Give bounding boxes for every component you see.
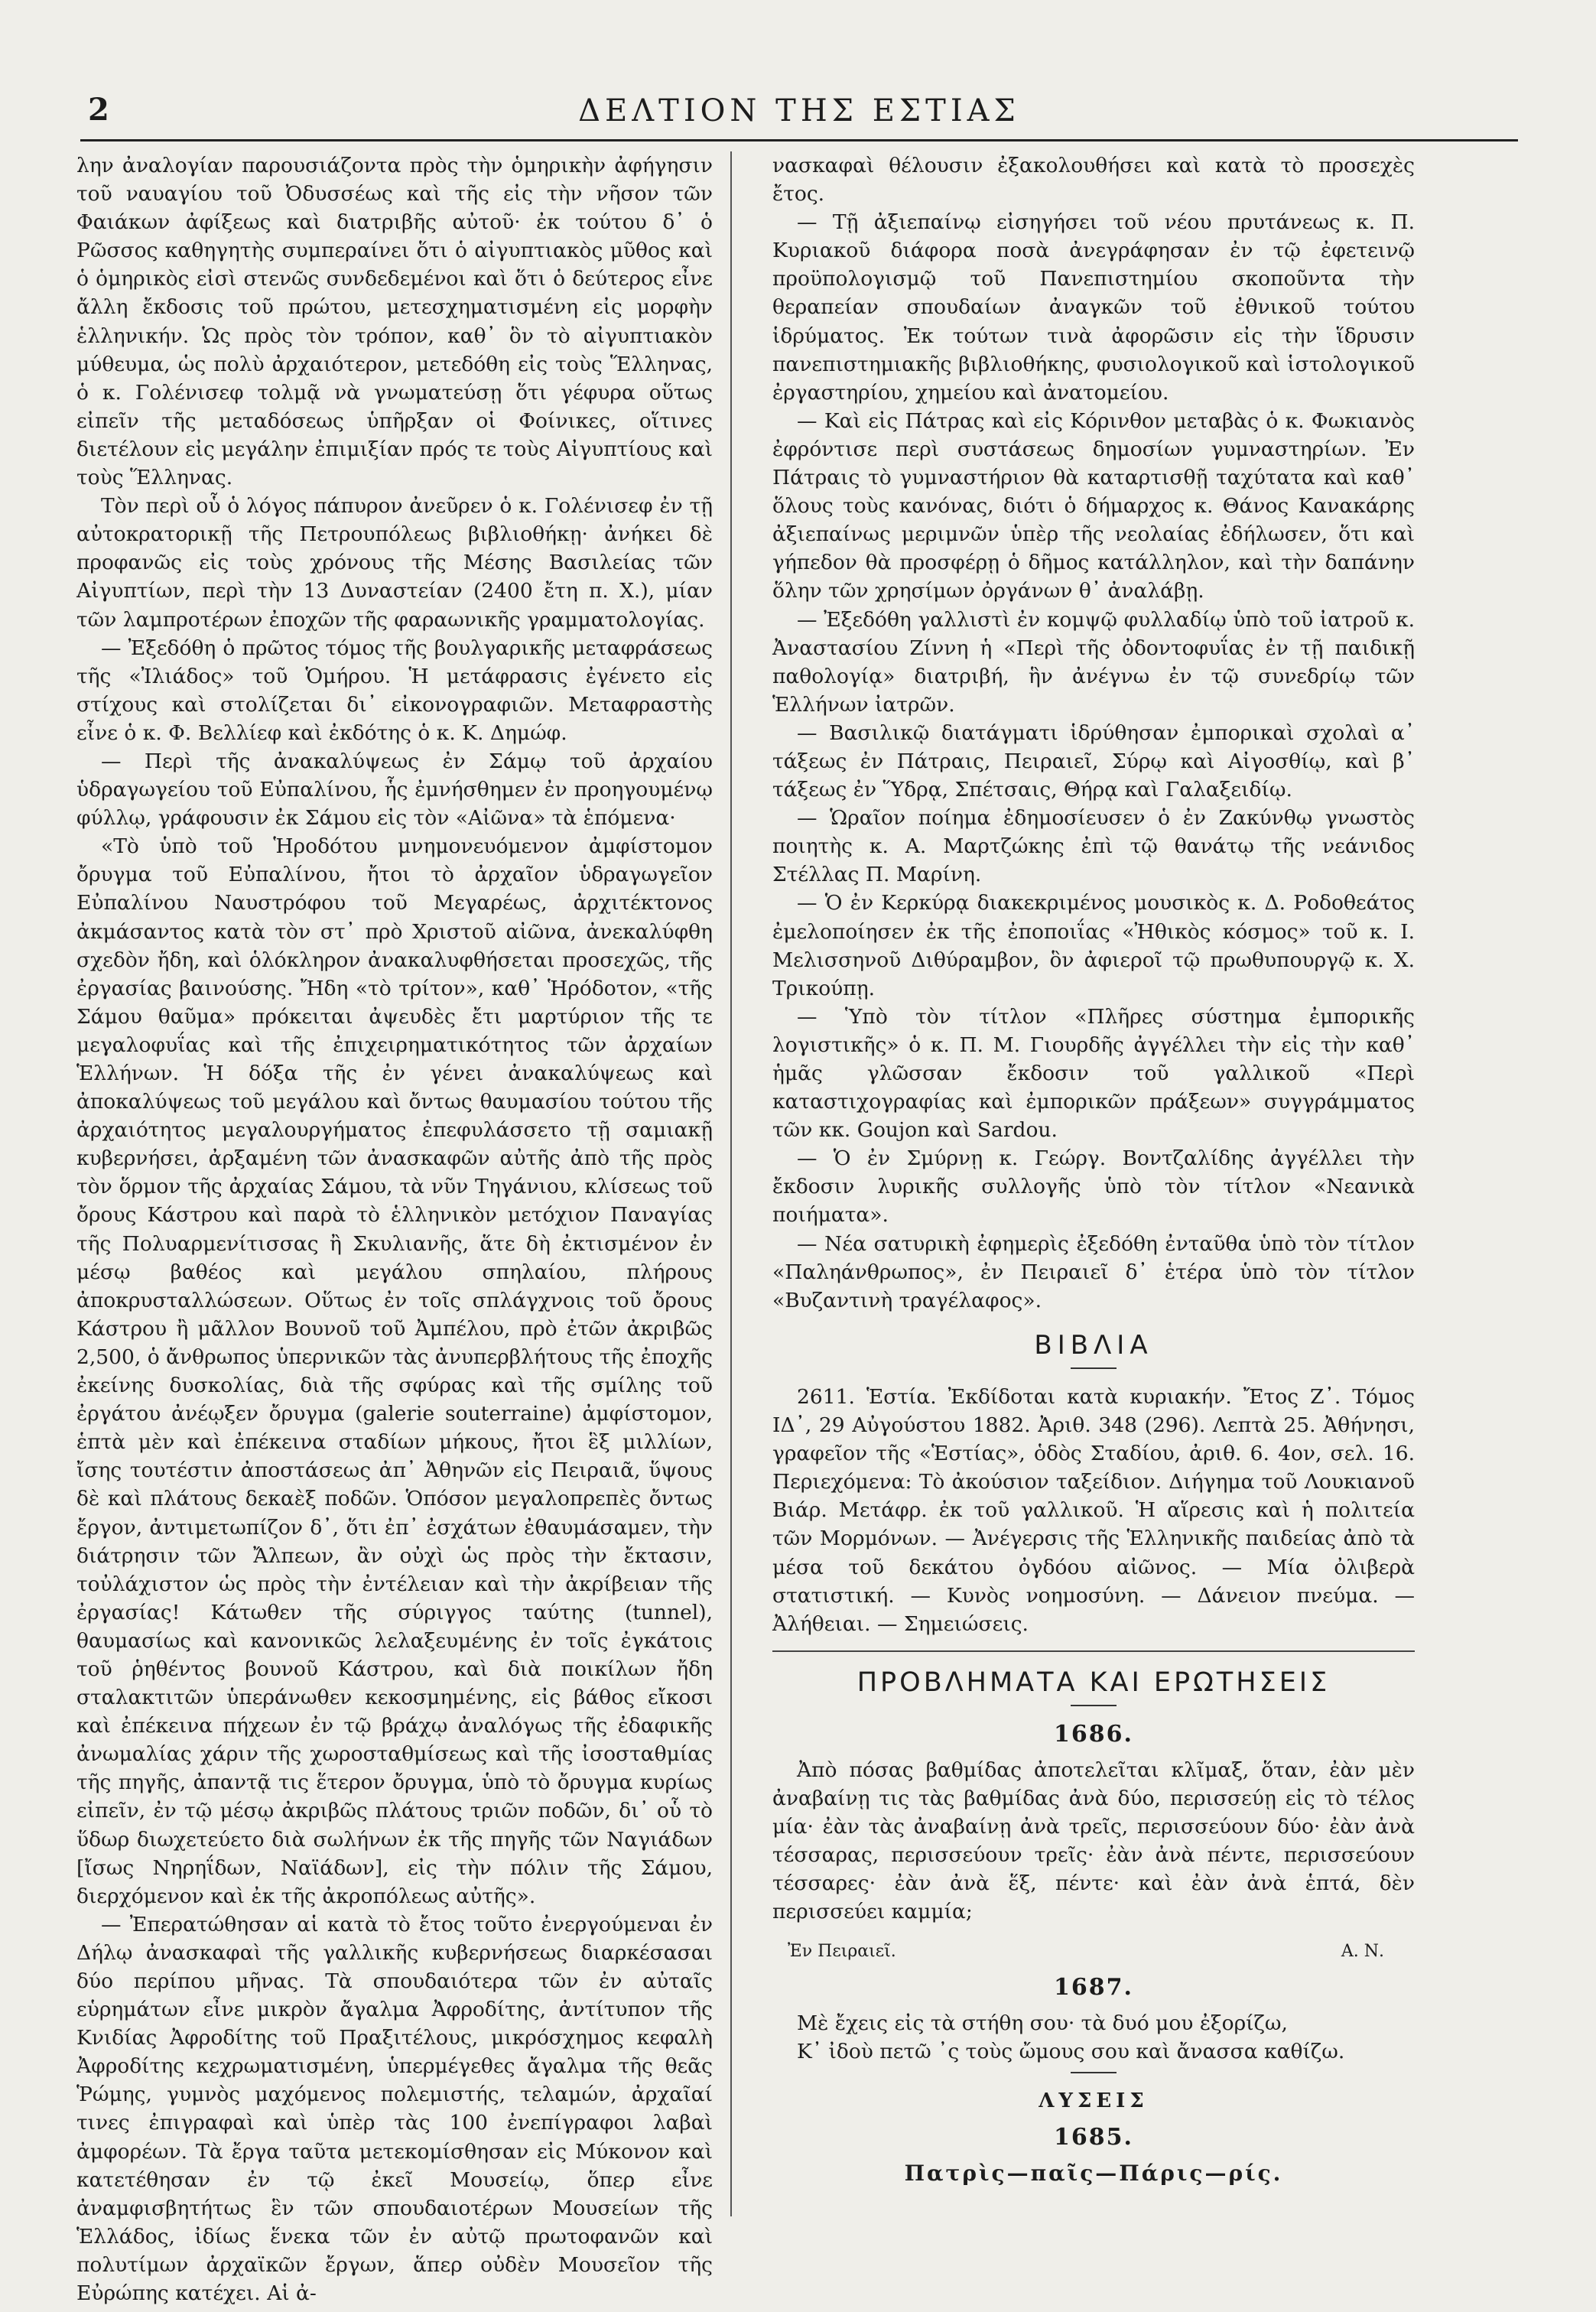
paragraph: — Βασιλικῷ διατάγματι ἱδρύθησαν ἐμπορικαὶ σχολαὶ α᾽ τάξεως ἐν Πάτραις, Πειραιεῖ, Σύρῳ καὶ Αἰγοσθίῳ, καὶ β᾽ τάξεως ἐν Ὕδρᾳ, Σπέτσαις, Θήρᾳ καὶ Γαλαξειδίῳ. <box>772 720 1415 802</box>
page-header <box>80 92 1518 138</box>
problem-signature <box>788 1937 1384 1966</box>
section-rule <box>772 1650 1415 1652</box>
problem-initials: Α. Ν. <box>1341 1941 1384 1961</box>
paragraph: νασκαφαὶ θέλουσιν ἐξακολουθήσει καὶ κατὰ τὸ προσεχὲς ἔτος. <box>772 154 1415 206</box>
solutions-heading: ΛΥΣΕΙΣ <box>1039 2089 1149 2112</box>
problem-text: Ἀπὸ πόσας βαθμίδας ἀποτελεῖται κλῖμαξ, ὅταν, ἐὰν μὲν ἀναβαίνῃ τις τὰς βαθμίδας ἀνὰ δύο, περισσεύῃ εἰς τὸ τέλος μία· ἐὰν τὰς ἀναβαίνῃ ἀνὰ τρεῖς, περισσεύουν δύο· ἐὰν ἀνὰ τέσσαρας, περισσεύουν τρεῖς· ἐὰν ἀνὰ πέντε, περισσεύουν τέσσαρες· ἐὰν ἀνὰ ἕξ, πέντε· καὶ ἐὰν ἀνὰ ἑπτά, δὲν περισσεύει καμμία; <box>772 1758 1415 1924</box>
paragraph: — Τῇ ἀξιεπαίνῳ εἰσηγήσει τοῦ νέου πρυτάνεως κ. Π. Κυριακοῦ διάφορα ποσὰ ἀνεγράφησαν ἐν τῷ ἐφετεινῷ προϋπολογισμῷ τοῦ Πανεπιστημίου σκοποῦντα τὴν θεραπείαν σπουδαίων ἀναγκῶν τοῦ ἐθνικοῦ τούτου ἱδρύματος. Ἐκ τούτων τινὰ ἀφορῶσιν εἰς τὴν ἵδρυσιν πανεπιστημιακῆς βιβλιοθήκης, φυσιολογικοῦ καὶ ἱστολογικοῦ ἐργαστηρίου, χημείου καὶ ἀνατομείου. <box>772 210 1415 405</box>
paragraph: — Ἐπερατώθησαν αἱ κατὰ τὸ ἔτος τοῦτο ἐνεργούμεναι ἐν Δήλῳ ἀνασκαφαὶ τῆς γαλλικῆς κυβερνήσεως διαρκέσασαι δύο περίπου μῆνας. Τὰ σπουδαιότερα τῶν ἐν αὐταῖς εὑρημάτων εἶνε μικρὸν ἄγαλμα Ἀφροδίτης, ἀντίτυπον τῆς Κνιδίας Ἀφροδίτης τοῦ Πραξιτέλους, μικρόσχημος κεφαλὴ Ἀφροδίτης κεχρωματισμένη, ὑπερμέγεθες ἄγαλμα τῆς θεᾶς Ῥώμης, γυμνὸς μαχόμενος πολεμιστής, τελαμών, ἀρχαῖαί τινες ἐπιγραφαὶ καὶ ὑπὲρ τὰς 100 ἐνεπίγραφοι λαβαὶ ἀμφορέων. Τὰ ἔργα ταῦτα μετεκομίσθησαν εἰς Μύκονον καὶ κατετέθησαν ἐν τῷ ἐκεῖ Μουσείῳ, ὅπερ εἶνε ἀναμφισβητήτως ἓν τῶν σπουδαιοτέρων Μουσείων τῆς Ἑλλάδος, ἰδίως ἕνεκα τῶν ἐν αὐτῷ πρωτοφανῶν καὶ πολυτίμων ἀρχαϊκῶν ἔργων, ἅπερ οὐδὲν Μουσεῖον τῆς Εὐρώπης κατέχει. Αἱ ἀ- <box>76 1912 713 2306</box>
right-column <box>772 151 1415 2266</box>
paragraph: — Ἐξεδόθη ὁ πρῶτος τόμος τῆς βουλγαρικῆς μεταφράσεως τῆς «Ἰλιάδος» τοῦ Ὁμήρου. Ἡ μετάφρασις ἐγένετο εἰς στίχους καὶ στολίζεται δι᾽ εἰκονογραφιῶν. Μεταφραστὴς εἶνε ὁ κ. Φ. Βελλίεφ καὶ ἐκδότης ὁ κ. Κ. Δημώφ. <box>76 636 713 745</box>
page-title: ΔΕΛΤΙΟΝ ΤΗΣ ΕΣΤΙΑΣ <box>578 93 1020 128</box>
problem-number: 1686. <box>1054 1720 1133 1748</box>
section-rule <box>1071 1367 1117 1369</box>
paragraph: λην ἀναλογίαν παρουσιάζοντα πρὸς τὴν ὁμηρικὴν ἀφήγησιν τοῦ ναυαγίου τοῦ Ὀδυσσέως καὶ τῆς εἰς τὴν νῆσον τῶν Φαιάκων ἀφίξεως καὶ διατριβῆς αὐτοῦ· ἐκ τούτου δ᾽ ὁ Ρῶσσος καθηγητὴς συμπεραίνει ὅτι ὁ αἰγυπτιακὸς μῦθος καὶ ὁ ὁμηρικὸς εἰσὶ στενῶς συνδεδεμένοι καὶ ὅτι ὁ δεύτερος εἶνε ἄλλη ἔκδοσις τοῦ πρώτου, μετεσχηματισμένη εἰς μορφὴν ἑλληνικήν. Ὡς πρὸς τὸν τρόπον, καθ᾽ ὃν τὸ αἰγυπτιακὸν μύθευμα, ὡς πολὺ ἀρχαιότερον, μετεδόθη εἰς τοὺς Ἕλληνας, ὁ κ. Γολένισεφ τολμᾷ νὰ γνωματεύσῃ ὅτι γέφυρα οὕτως εἰπεῖν τῆς μεταδόσεως ὑπῆρξαν οἱ Φοίνικες, οἵτινες διετέλουν εἰς μεγάλην ἐπιμιξίαν πρός τε τοὺς Αἰγυπτίους καὶ τοὺς Ἕλληνας. <box>76 154 713 490</box>
paragraph: Τὸν περὶ οὗ ὁ λόγος πάπυρον ἀνεῦρεν ὁ κ. Γολένισεφ ἐν τῇ αὐτοκρατορικῇ τῆς Πετρουπόλεως βιβλιοθήκῃ· ἀνήκει δὲ προφανῶς εἰς τοὺς χρόνους τῆς Μέσης Βασιλείας τῶν Αἰγυπτίων, περὶ τὴν 13 Δυναστείαν (2400 ἔτη π. Χ.), μίαν τῶν λαμπροτέρων ἐποχῶν τῆς φαραωνικῆς γραμματολογίας. <box>76 494 713 632</box>
problems-heading: ΠΡΟΒΛΗΜΑΤΑ ΚΑΙ ΕΡΩΤΗΣΕΙΣ <box>857 1667 1331 1698</box>
problem-place: Ἐν Πειραιεῖ. <box>788 1941 896 1961</box>
paragraph: — Καὶ εἰς Πάτρας καὶ εἰς Κόρινθον μεταβὰς ὁ κ. Φωκιανὸς ἐφρόντισε περὶ συστάσεως δημοσίων γυμναστηρίων. Ἐν Πάτραις τὸ γυμναστήριον θὰ καταρτισθῇ ταχύτατα καὶ καθ᾽ ὅλους τοὺς κανόνας, διότι ὁ δήμαρχος κ. Θάνος Κανακάρης ἀξιεπαίνως μεριμνῶν ὑπὲρ τῆς νεολαίας ἐδήλωσεν, ὅτι καὶ γήπεδον θὰ προσφέρῃ ὁ δῆμος κατάλληλον, καὶ τὴν δαπάνην ὅλην τῶν χρησίμων ὀργάνων θ᾽ ἀναλάβῃ. <box>772 408 1415 603</box>
paragraph: «Τὸ ὑπὸ τοῦ Ἡροδότου μνημονευόμενον ἀμφίστομον ὄρυγμα τοῦ Εὐπαλίνου, ἤτοι τὸ ἀρχαῖον ὑδραγωγεῖον Εὐπαλίνου Ναυστρόφου τοῦ Μεγαρέως, ἀρχιτέκτονος ἀκμάσαντος κατὰ τὸν στ᾽ πρὸ Χριστοῦ αἰῶνα, ἀνεκαλύφθη σχεδὸν ἤδη, καὶ ὁλόκληρον ἀνακαλυφθήσεται προσεχῶς, τῆς ἐργασίας βαινούσης. Ἤδη «τὸ τρίτον», καθ᾽ Ἡρόδοτον, «τῆς Σάμου θαῦμα» πρόκειται ἀψευδὲς ἔτι μαρτύριον τῆς τε μεγαλοφυΐας καὶ τῆς ἐπιχειρηματικότητος τῶν ἀρχαίων Ἑλλήνων. Ἡ δόξα τῆς ἐν γένει ἀνακαλύψεως καὶ ἀποκαλύψεως τοῦ μεγάλου καὶ ὄντως θαυμασίου τούτου τῆς ἀρχαιότητος μεγαλουργήματος ἐπεφυλάσσετο τῇ σαμιακῇ κυβερνήσει, ἀρξαμένη τῶν ἀνασκαφῶν αὐτῆς ἀπὸ τῆς πρὸς τὸν ὅρμον τῆς ἀρχαίας Σάμου, τὰ νῦν Τηγάνιου, κλίσεως τοῦ ὄρους Κάστρου καὶ παρὰ τὸ ἑλληνικὸν μετόχιον Παναγίας τῆς Πολυαρμενίτισσας ἢ Σκυλιανῆς, ἅτε δὴ ἐκτισμένον ἐν μέσῳ βαθέος καὶ μεγάλου σπηλαίου, πλήρους ἀποκρυσταλλώσεων. Οὕτως ἐν τοῖς σπλάγχνοις τοῦ ὄρους Κάστρου ἢ μᾶλλον Βουνοῦ τοῦ Ἀμπέλου, πρὸ ἐτῶν ἀκριβῶς 2,500, ὁ ἄνθρωπος ὑπερνικῶν τὰς ἀνυπερβλήτους τῆς ἐποχῆς ἐκείνης δυσκολίας, διὰ τῆς σφύρας καὶ τῆς σμίλης τοῦ ἐργάτου ἀνέῳξεν ὄρυγμα (galerie souterraine) ἀμφίστομον, ἑπτὰ μὲν καὶ ἐπέκεινα σταδίων μήκους, ἤτοι ἓξ μιλλίων, ἴσης τουτέστιν ἀποστάσεως ἀπ᾽ Ἀθηνῶν εἰς Πειραιᾶ, ὕψους δὲ καὶ πλάτους δεκαὲξ ποδῶν. Ὁπόσον μεγαλοπρεπὲς ὄντως ἔργον, ἀντιμετωπίζον δ᾽, ὅτι ἐπ᾽ ἐσχάτων ἐθαυμάσαμεν, τὴν διάτρησιν τῶν Ἄλπεων, ἂν οὐχὶ ὡς πρὸς τὴν ἔκτασιν, τοὐλάχιστον ὡς πρὸς τὴν ἐντέλειαν καὶ τὴν ἀκρίβειαν τῆς ἐργασίας! Κάτωθεν τῆς σύριγγος ταύτης (tunnel), θαυμασίως καὶ κανονικῶς λελαξευμένης ἐν τοῖς ἐγκάτοις τοῦ ῥηθέντος βουνοῦ Κάστρου, καὶ διὰ ποικίλων ἤδη σταλακτιτῶν ὑπεράνωθεν κεκοσμημένης, εἰς βάθος εἴκοσι καὶ ἐπέκεινα πήχεων ἐν τῷ βράχῳ ἀναλόγως τῆς ἐδαφικῆς ἀνωμαλίας χάριν τῆς χωροσταθμίσεως καὶ τῆς ἰσοσταθμίας τῆς πηγῆς, ἀπαντᾷ τις ἕτερον ὄρυγμα, ὑπὸ τὸ ὄρυγμα κυρίως εἰπεῖν, ἐν τῷ μέσῳ ἀκριβῶς πλάτους τριῶν ποδῶν, δι᾽ οὗ τὸ ὕδωρ διωχετεύετο διὰ σωλήνων ἐκ τῆς πηγῆς τῶν Ναγιάδων [ἴσως Νηρηΐδων, Ναϊάδων], εἰς τὴν πόλιν τῆς Σάμου, διερχόμενον καὶ ἐκ τῆς ἀκροπόλεως αὐτῆς». <box>76 834 713 1908</box>
solution-text: Πατρὶς—παῖς—Πάρις—ρίς. <box>904 2161 1283 2187</box>
paragraph: — Ὡραῖον ποίημα ἐδημοσίευσεν ὁ ἐν Ζακύνθῳ γνωστὸς ποιητὴς κ. Α. Μαρτζώκης ἐπὶ τῷ θανάτῳ τῆς νεάνιδος Στέλλας Π. Μαρίνη. <box>772 806 1415 887</box>
paragraph: — Ὁ ἐν Κερκύρᾳ διακεκριμένος μουσικὸς κ. Δ. Ροδοθεάτος ἐμελοποίησεν ἐκ τῆς ἐποποιΐας «Ἠθικὸς κόσμος» τοῦ κ. Ι. Μελισσηνοῦ Διθύραμβον, ὃν ἀφιεροῖ τῷ πρωθυπουργῷ κ. Χ. Τρικούπῃ. <box>772 891 1415 1000</box>
solution-number: 1685. <box>1054 2124 1133 2151</box>
biblia-entry: 2611. Ἑστία. Ἐκδίδοται κατὰ κυριακήν. Ἔτος Ζ᾽. Τόμος ΙΔ᾽, 29 Αὐγούστου 1882. Ἀριθ. 348 (296). Λεπτὰ 25. Ἀθήνησι, γραφεῖον τῆς «Ἑστίας», ὁδὸς Σταδίου, ἀριθ. 6. 4ον, σελ. 16. Περιεχόμενα: Τὸ ἀκούσιον ταξείδιον. Διήγημα τοῦ Λουκιανοῦ Βιάρ. Μετάφρ. ἐκ τοῦ γαλλικοῦ. Ἡ αἵρεσις καὶ ἡ πολιτεία τῶν Μορμόνων. — Ἀνέγερσις τῆς Ἑλληνικῆς παιδείας ἀπὸ τὰ μέσα τοῦ δεκάτου ὀγδόου αἰῶνος. — Μία ὀλιβερὰ στατιστική. — Κυνὸς νοημοσύνη. — Δάνειον πνεύμα. — Ἀλήθειαι. — Σημειώσεις. <box>772 1384 1415 1636</box>
header-rule <box>80 139 1518 141</box>
paragraph: — Ὁ ἐν Σμύρνῃ κ. Γεώργ. Βοντζαλίδης ἀγγέλλει τὴν ἔκδοσιν λυρικῆς συλλογῆς ὑπὸ τὸν τίτλον «Νεανικὰ ποιήματα». <box>772 1146 1415 1228</box>
paragraph: — Νέα σατυρικὴ ἐφημερὶς ἐξεδόθη ἐνταῦθα ὑπὸ τὸν τίτλον «Παληάνθρωπος», ἐν Πειραιεῖ δ᾽ ἑτέρα ὑπὸ τὸν τίτλον «Βυζαντινὴ τραγέλαφος». <box>772 1231 1415 1312</box>
paragraph: — Ἐξεδόθη γαλλιστὶ ἐν κομψῷ φυλλαδίῳ ὑπὸ τοῦ ἰατροῦ κ. Ἀναστασίου Ζίννη ἡ «Περὶ τῆς ὀδοντοφυΐας ἐν τῇ παιδικῇ παθολογίᾳ» διατριβή, ἣν ἀνέγνω ἐν τῷ συνεδρίῳ τῶν Ἑλλήνων ἰατρῶν. <box>772 607 1415 717</box>
section-rule <box>1071 2072 1117 2073</box>
problem-number: 1687. <box>1054 1973 1133 2001</box>
paragraph: — Ὑπὸ τὸν τίτλον «Πλῆρες σύστημα ἐμπορικῆς λογιστικῆς» ὁ κ. Π. Μ. Γιουρδῆς ἀγγέλλει τὴν εἰς τὴν καθ᾽ ἡμᾶς γλῶσσαν ἔκδοσιν τοῦ γαλλικοῦ «Περὶ καταστιχογραφίας καὶ ἐμπορικῶν πράξεων» συγγράμματος τῶν κκ. Goujon καὶ Sardou. <box>772 1004 1415 1143</box>
left-column <box>76 151 713 2306</box>
paragraph: — Περὶ τῆς ἀνακαλύψεως ἐν Σάμῳ τοῦ ἀρχαίου ὑδραγωγείου τοῦ Εὐπαλίνου, ἧς ἐμνήσθημεν ἐν προηγουμένῳ φύλλῳ, γράφουσιν ἐκ Σάμου εἰς τὸν «Αἰῶνα» τὰ ἑπόμενα· <box>76 749 713 831</box>
problem-verse-line: Μὲ ἔχεις εἰς τὰ στήθη σου· τὰ δυό μου ἐξορίζω, <box>797 2011 1288 2035</box>
biblia-heading: ΒΙΒΛΙΑ <box>1034 1329 1153 1361</box>
page-number: 2 <box>88 92 109 128</box>
section-rule <box>1071 1705 1117 1706</box>
column-divider <box>730 151 732 2216</box>
problem-verse-line: Κ᾽ ἰδοὺ πετῶ ᾽ς τοὺς ὤμους σου καὶ ἄνασσα καθίζω. <box>797 2039 1345 2063</box>
